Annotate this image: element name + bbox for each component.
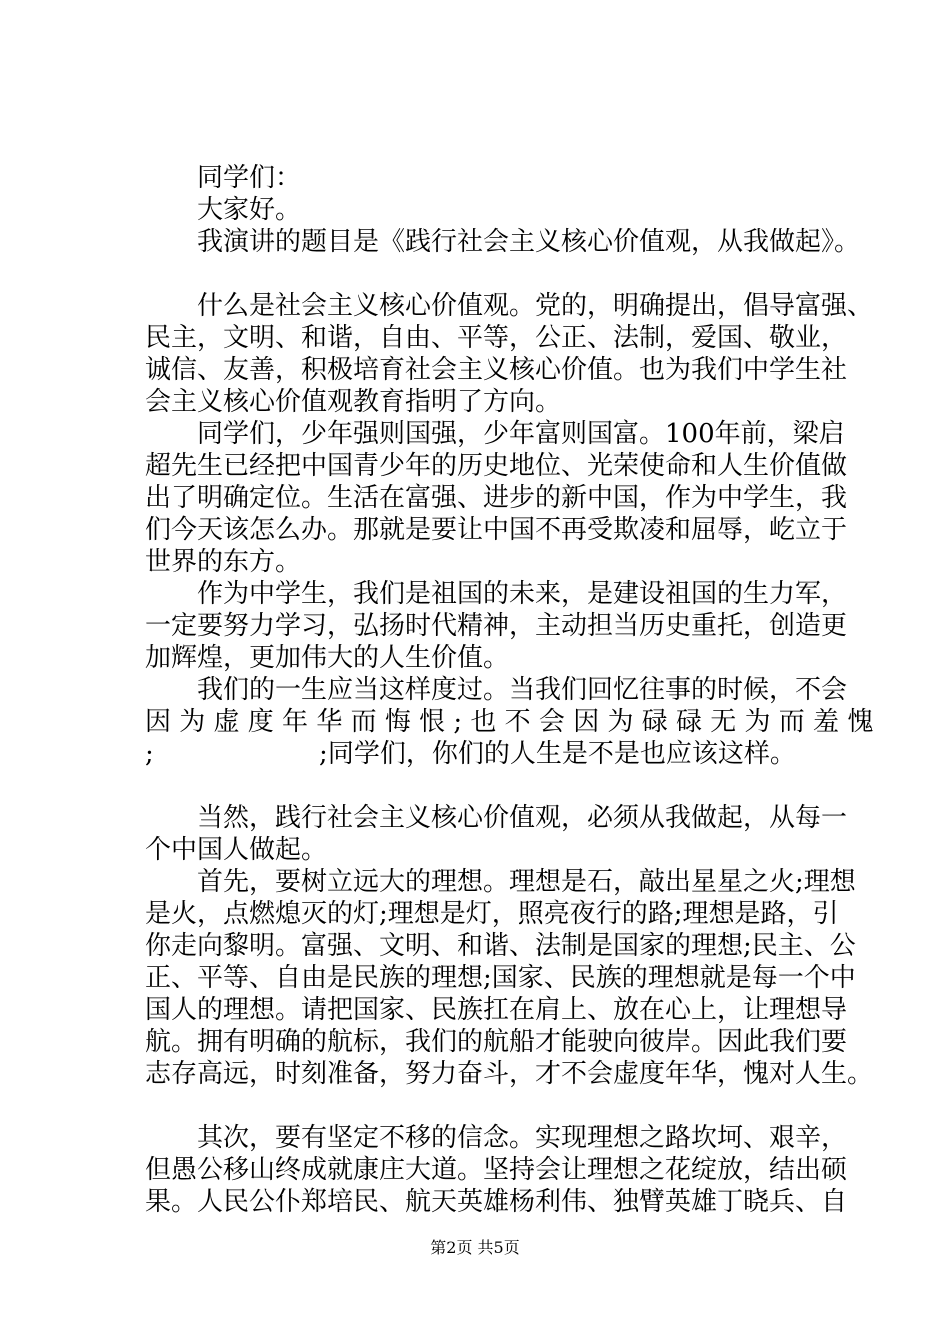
text-line: 什么是社会主义核心价值观。党的，明确提出，倡导富强、 <box>145 291 874 321</box>
text-line: 首先，要树立远大的理想。理想是石，敲出星星之火;理想 <box>145 867 856 897</box>
text-line: 会主义核心价值观教育指明了方向。 <box>145 387 562 417</box>
text-line: 同学们，少年强则国强，少年富则国富。100年前，梁启 <box>145 419 845 449</box>
text-line: 作为中学生，我们是祖国的未来，是建设祖国的生力军， <box>145 579 848 609</box>
text-line: 出了明确定位。生活在富强、进步的新中国，作为中学生，我 <box>145 483 848 513</box>
text-line: 民主，文明、和谐，自由、平等，公正、法制，爱国、敬业， <box>145 323 848 353</box>
text-line: 我演讲的题目是《践行社会主义核心价值观，从我做起》。 <box>145 227 861 257</box>
text-line: 个中国人做起。 <box>145 835 328 865</box>
text-line: 是火，点燃熄灭的灯;理想是灯，照亮夜行的路;理想是路，引 <box>145 899 839 929</box>
text-line: 志存高远，时刻准备，努力奋斗，才不会虚度年华，愧对人生。 <box>145 1059 874 1089</box>
text-line: 加辉煌，更加伟大的人生价值。 <box>145 643 510 673</box>
page-number-footer: 第2页 共5页 <box>430 1238 520 1257</box>
text-line: 大家好。 <box>145 195 302 225</box>
text-line: 其次，要有坚定不移的信念。实现理想之路坎坷、艰辛， <box>145 1123 848 1153</box>
text-line: 同学们： <box>145 163 302 193</box>
text-line: 当然，践行社会主义核心价值观，必须从我做起，从每一 <box>145 803 848 833</box>
text-line: 因 为 虚 度 年 华 而 悔 恨 ; 也 不 会 因 为 碌 碌 无 为 而 羞 愧 <box>145 707 874 737</box>
text-line: 正、平等、自由是民族的理想;国家、民族的理想就是每一个中 <box>145 963 856 993</box>
text-line: 你走向黎明。富强、文明、和谐、法制是国家的理想;民主、公 <box>145 931 856 961</box>
text-line: 但愚公移山终成就康庄大道。坚持会让理想之花绽放，结出硕 <box>145 1155 848 1185</box>
text-line: 果。人民公仆郑培民、航天英雄杨利伟、独臂英雄丁晓兵、自 <box>145 1187 848 1217</box>
text-line: 国人的理想。请把国家、民族扛在肩上、放在心上，让理想导 <box>145 995 848 1025</box>
text-line: 世界的东方。 <box>145 547 302 577</box>
text-line: 航。拥有明确的航标，我们的航船才能驶向彼岸。因此我们要 <box>145 1027 848 1057</box>
text-line: 超先生已经把中国青少年的历史地位、光荣使命和人生价值做 <box>145 451 848 481</box>
text-line: 一定要努力学习，弘扬时代精神，主动担当历史重托，创造更 <box>145 611 848 641</box>
text-line: 我们的一生应当这样度过。当我们回忆往事的时候，不会 <box>145 675 848 705</box>
text-line: 诚信、友善，积极培育社会主义核心价值。也为我们中学生社 <box>145 355 848 385</box>
text-line: 们今天该怎么办。那就是要让中国不再受欺凌和屈辱，屹立于 <box>145 515 848 545</box>
text-line: ; ;同学们，你们的人生是不是也应该这样。 <box>145 739 796 769</box>
